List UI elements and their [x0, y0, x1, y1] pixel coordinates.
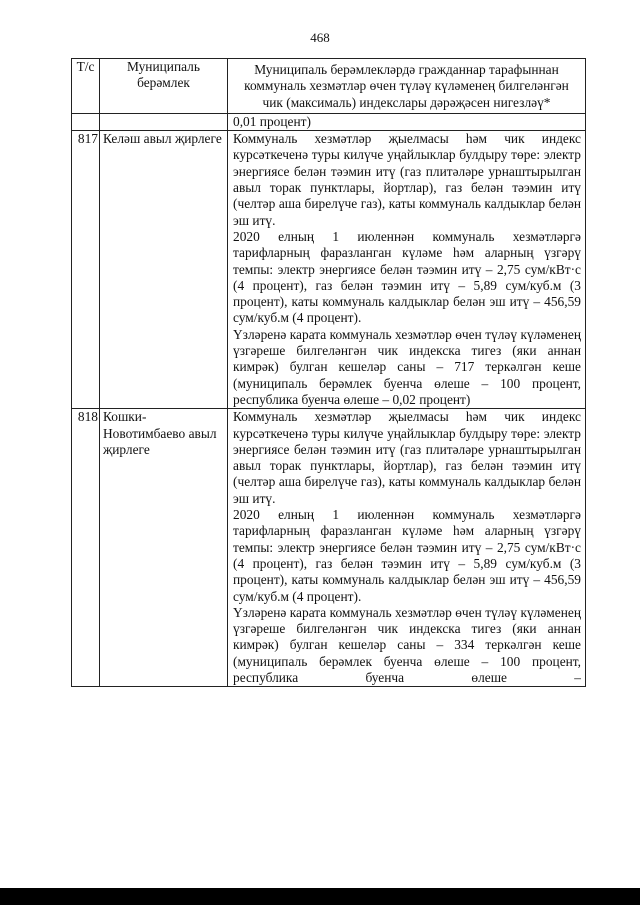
header-municipality: Муниципаль берәмлек	[100, 59, 228, 114]
header-description: Муниципаль берәмлекләрдә гражданнар тарафыннан коммуналь хезмәтләр өчен түләү күләменең билгеләнгән чик (максималь) индекслары дәрәҗәсен нигезләү*	[228, 59, 586, 114]
paragraph-tariffs: 2020 елның 1 июленнән коммуналь хезмәтләргә тарифларның фаразланган күләме һәм аларның үзгәрү темпы: электр энергиясе белән тәэмин итү – 2,75 сум/кВт·с (4 процент), газ белән тәэмин итү – 5,89 сум/куб.м (3 процент), каты коммуналь калдыклар белән эш итү – 456,59 сум/куб.м (4 процент).	[233, 228, 581, 326]
row-number: 817	[72, 131, 100, 409]
paragraph-services: Коммуналь хезмәтләр җыелмасы һәм чик индекс курсәткеченә туры килүче уңайлыклар булдыру төре: электр энергиясе белән тәэмин итү (газ плитәләре урнаштырылган авыл торак пунктлары, йортлар), газ белән тәэмин итү (челтәр аша бирелүче газ), каты коммуналь калдыклар белән эш итү.	[233, 131, 581, 228]
continuation-municipality-cell	[100, 113, 228, 130]
municipality-name: Кошки-Новотимбаево авыл җирлеге	[100, 409, 228, 687]
continuation-row	[72, 113, 586, 130]
page-number: 468	[310, 30, 330, 45]
table-row	[72, 131, 586, 409]
row-description	[228, 409, 586, 687]
row-description	[228, 131, 586, 409]
bottom-border-bar	[0, 888, 640, 905]
municipality-name: Келәш авыл җирлеге	[100, 131, 228, 409]
table-header-row	[72, 59, 586, 114]
continuation-text: 0,01 процент)	[228, 113, 586, 130]
paragraph-population: Үзләренә карата коммуналь хезмәтләр өчен түләү күләменең үзгәреше билгеләнгән чик индекска тигез (яки аннан кимрәк) булган кешеләр саны – 334 теркәлгән кеше (муниципаль берәмлек буенча өлеше – 100 процент, республика буенча өлеше –	[233, 604, 581, 685]
paragraph-tariffs: 2020 елның 1 июленнән коммуналь хезмәтләргә тарифларның фаразланган күләме һәм аларның үзгәрү темпы: электр энергиясе белән тәэмин итү – 2,75 сум/кВт·с (4 процент), газ белән тәэмин итү – 5,89 сум/куб.м (3 процент), каты коммуналь калдыклар белән эш итү – 456,59 сум/куб.м (4 процент).	[233, 507, 581, 604]
paragraph-population: Үзләренә карата коммуналь хезмәтләр өчен түләү күләменең үзгәреше билгеләнгән чик индекска тигез (яки аннан кимрәк) булган кешеләр саны – 717 теркәлгән кеше (муниципаль берәмлек буенча өлеше – 100 процент, республика буенча өлеше – 0,02 процент)	[233, 326, 581, 407]
continuation-number-cell	[72, 113, 100, 130]
row-number: 818	[72, 409, 100, 687]
municipal-index-table	[71, 58, 586, 687]
table-row	[72, 409, 586, 687]
paragraph-services: Коммуналь хезмәтләр җыелмасы һәм чик индекс курсәткеченә туры килүче уңайлыклар булдыру төре: электр энергиясе белән тәэмин итү (газ плитәләре урнаштырылган авыл торак пунктлары, йортлар), газ белән тәэмин итү (челтәр аша бирелүче газ), каты коммуналь калдыклар белән эш итү.	[233, 409, 581, 506]
header-number: Т/с	[72, 59, 100, 114]
